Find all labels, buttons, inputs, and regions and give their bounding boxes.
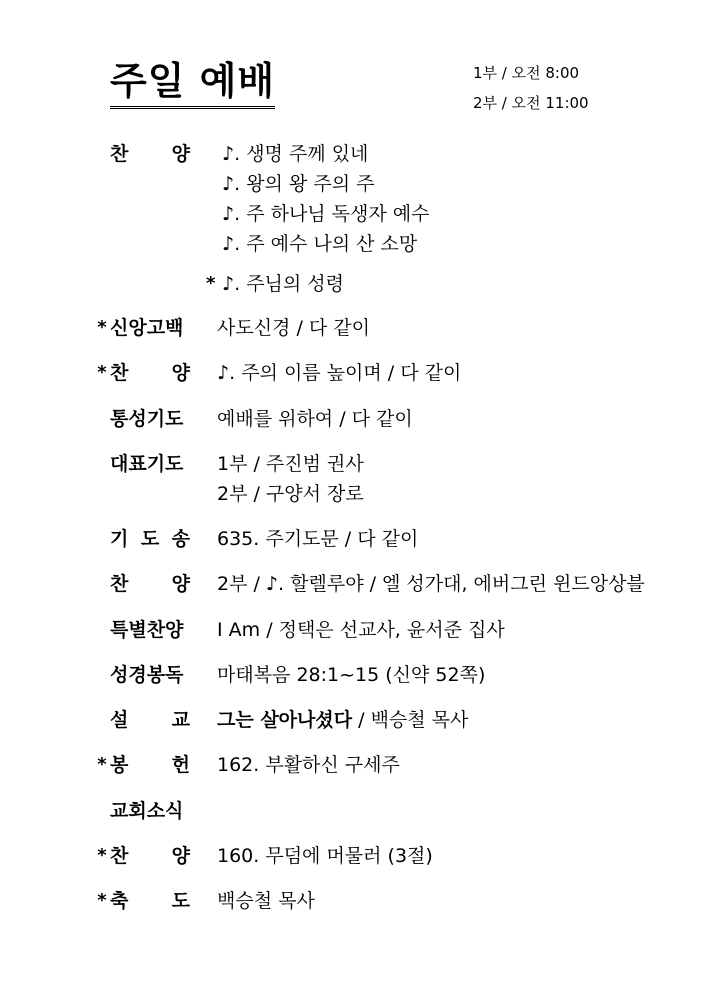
praise-song-5: ♪. 주님의 성령 [222, 273, 345, 295]
order-label: 특별찬양 [110, 619, 184, 641]
stand-marker: * [206, 273, 216, 294]
order-content: 162. 부활하신 구세주 [217, 754, 400, 776]
order-item [0, 796, 724, 826]
order-content: 사도신경 / 다 같이 [217, 317, 370, 339]
order-label: 찬 양 [110, 362, 190, 384]
order-label: 기 도 송 [110, 528, 190, 550]
service-time-1: 1부 / 오전 8:00 [473, 64, 580, 82]
order-content-2: 2부 / 구양서 장로 [217, 483, 364, 505]
order-label: 교회소식 [110, 800, 184, 822]
order-item [0, 358, 724, 388]
order-item [0, 449, 724, 505]
order-item [0, 404, 724, 434]
praise-song-3: ♪. 주 하나님 독생자 예수 [222, 203, 430, 225]
order-content: 2부 / ♪. 할렐루야 / 엘 성가대, 에버그린 윈드앙상블 [217, 573, 645, 595]
order-content: 그는 살아나셨다 / 백승철 목사 [217, 709, 469, 731]
order-item [0, 886, 724, 916]
order-label: 통성기도 [110, 408, 184, 430]
order-label: 축 도 [110, 890, 190, 912]
service-time-2: 2부 / 오전 11:00 [473, 94, 589, 112]
order-item [0, 750, 724, 780]
order-label: 찬 양 [110, 845, 190, 867]
stand-marker: * [97, 845, 107, 866]
order-label: 신앙고백 [110, 317, 184, 339]
order-item [0, 841, 724, 871]
order-content: 예배를 위하여 / 다 같이 [217, 408, 413, 430]
stand-marker: * [97, 754, 107, 775]
praise-song-4: ♪. 주 예수 나의 산 소망 [222, 233, 418, 255]
order-item [0, 524, 724, 554]
sermon-title: 그는 살아나셨다 [217, 709, 353, 731]
order-content: 마태복음 28:1~15 (신약 52쪽) [217, 664, 486, 686]
order-content: 635. 주기도문 / 다 같이 [217, 528, 419, 550]
order-label: 대표기도 [110, 453, 184, 475]
order-label: 찬 양 [110, 143, 190, 165]
order-content: ♪. 주의 이름 높이며 / 다 같이 [217, 362, 462, 384]
order-label: 설 교 [110, 709, 190, 731]
order-item [0, 615, 724, 645]
order-content: 1부 / 주진범 권사 [217, 453, 364, 475]
page-title: 주일 예배 [110, 58, 275, 109]
order-content: I Am / 정택은 선교사, 윤서준 집사 [217, 619, 505, 641]
stand-marker: * [97, 362, 107, 383]
service-times [473, 58, 589, 118]
order-content: 백승철 목사 [217, 890, 315, 912]
praise-song-1: ♪. 생명 주께 있네 [222, 143, 369, 165]
order-item [0, 660, 724, 690]
order-item [0, 569, 724, 599]
order-content: 160. 무덤에 머물러 (3절) [217, 845, 433, 867]
order-item [0, 313, 724, 343]
order-item [0, 705, 724, 735]
praise-song-2: ♪. 왕의 왕 주의 주 [222, 173, 375, 195]
order-label: 성경봉독 [110, 664, 184, 686]
stand-marker: * [97, 317, 107, 338]
order-label: 찬 양 [110, 573, 190, 595]
stand-marker: * [97, 890, 107, 911]
order-label: 봉 헌 [110, 754, 190, 776]
